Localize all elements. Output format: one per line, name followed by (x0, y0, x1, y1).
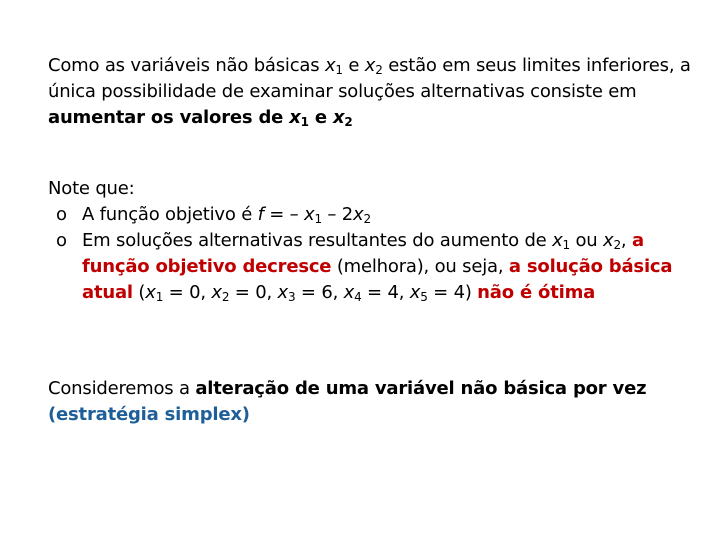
subscript: 1 (562, 238, 570, 252)
text: Como as variáveis não básicas (48, 55, 325, 76)
subscript: 1 (335, 63, 343, 77)
subscript: 5 (420, 290, 428, 304)
subscript: 1 (155, 290, 164, 304)
subscript: 2 (221, 290, 230, 304)
var-x3: x (277, 282, 288, 303)
var-x1: x (552, 230, 563, 251)
var-x2: x (364, 55, 376, 76)
bullet-list (48, 202, 708, 306)
subscript: 1 (314, 212, 322, 226)
value: = 0, (163, 282, 212, 303)
var-x2: x (211, 282, 222, 303)
value: = 0, (229, 282, 278, 303)
value: = 6, (295, 282, 344, 303)
bold-text: aumentar os valores de (48, 107, 290, 128)
note-lead: Note que: (48, 178, 135, 199)
paragraph-conclusion (48, 376, 708, 428)
subscript: 2 (375, 63, 383, 77)
text: ( (132, 282, 146, 303)
paragraph-note (48, 176, 708, 306)
text: (melhora), ou seja, (331, 256, 509, 277)
paragraph-intro (48, 53, 708, 131)
highlight-red: a solução básica atual (82, 256, 673, 303)
var-x2: x (603, 230, 614, 251)
bullet-item-alternatives (48, 228, 708, 306)
subscript: 1 (300, 115, 309, 129)
value: = 4) (427, 282, 478, 303)
highlight-blue: (estratégia simplex) (48, 404, 250, 425)
text: – 2 (321, 204, 353, 225)
var-x2-bold: x (332, 107, 345, 128)
text: , (620, 230, 632, 251)
text: = – (263, 204, 304, 225)
var-x1: x (145, 282, 156, 303)
text: e (342, 55, 365, 76)
text: ou (569, 230, 604, 251)
subscript: 2 (363, 212, 371, 226)
highlight-red: não é ótima (477, 282, 596, 303)
var-x5: x (409, 282, 421, 303)
text: estão em seus limites inferiores, a única possibilidade de examinar soluções alternativas consiste em (48, 55, 691, 102)
subscript: 2 (344, 115, 353, 129)
text: Em soluções alternativas resultantes do aumento de (82, 230, 553, 251)
highlight-red: a função objetivo decresce (82, 230, 644, 277)
bullet-circle-icon: o (56, 204, 67, 225)
var-x2: x (353, 204, 364, 225)
bullet-circle-icon: o (56, 230, 67, 251)
var-x1-bold: x (289, 107, 301, 128)
var-x1: x (304, 204, 315, 225)
text: Consideremos a (48, 378, 196, 399)
subscript: 2 (613, 238, 621, 252)
bold-text: alteração de uma variável não básica por vez (195, 378, 647, 399)
var-f: f (257, 204, 264, 225)
bullet-item-objective (48, 202, 708, 228)
var-x4: x (343, 282, 355, 303)
text: A função objetivo é (82, 204, 258, 225)
bold-text: e (308, 107, 333, 128)
subscript: 3 (287, 290, 296, 304)
value: = 4, (361, 282, 410, 303)
subscript: 4 (354, 290, 362, 304)
var-x1: x (324, 55, 336, 76)
